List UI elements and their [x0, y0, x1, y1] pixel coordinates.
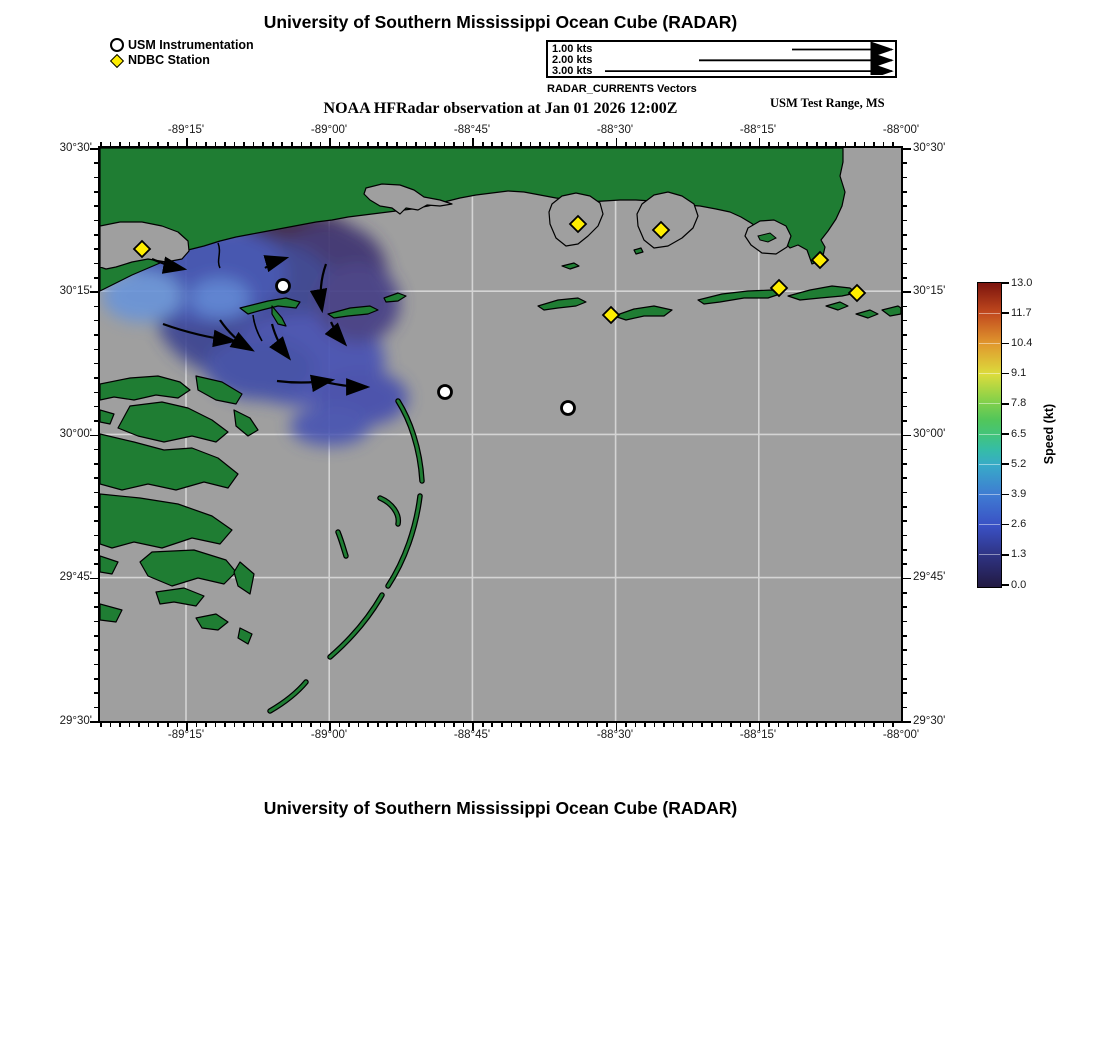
colorbar-gridline — [979, 554, 1000, 555]
colorbar-tick-label: 2.6 — [1011, 518, 1027, 531]
colorbar-tick-label: 7.8 — [1011, 397, 1027, 410]
ndbc-diamond-icon — [110, 53, 124, 67]
colorbar-title: Speed (kt) — [1042, 403, 1056, 465]
x-axis-label-top: -88°45' — [453, 124, 491, 136]
colorbar-tick — [1002, 433, 1009, 435]
colorbar-tick — [1002, 403, 1009, 405]
x-axis-label-top: -88°30' — [596, 124, 634, 136]
colorbar-tick — [1002, 312, 1009, 314]
y-axis-label-left: 30°15' — [59, 285, 92, 297]
y-axis-label-right: 29°30' — [913, 715, 946, 727]
vector-scale-label: 3.00 kts — [552, 64, 593, 77]
speed-colorbar — [977, 282, 1002, 588]
colorbar-tick-label: 10.4 — [1011, 336, 1033, 349]
colorbar-tick-label: 3.9 — [1011, 487, 1027, 500]
colorbar-gridline — [979, 464, 1000, 465]
page-title-bottom: University of Southern Mississippi Ocean Cube (RADAR) — [263, 798, 738, 818]
y-axis-label-left: 29°45' — [59, 571, 92, 583]
region-label: USM Test Range, MS — [770, 96, 885, 110]
map-frame — [98, 146, 903, 723]
y-axis-label-left: 30°00' — [59, 428, 92, 440]
y-axis-label-right: 30°00' — [913, 428, 946, 440]
y-axis-label-left: 30°30' — [59, 142, 92, 154]
vector-scale-caption: RADAR_CURRENTS Vectors — [547, 83, 697, 95]
colorbar-tick — [1002, 554, 1009, 556]
colorbar-tick-label: 6.5 — [1011, 427, 1027, 440]
x-axis-label-top: -89°00' — [310, 124, 348, 136]
colorbar-tick-label: 11.7 — [1011, 306, 1032, 319]
usm-circle-icon — [110, 38, 124, 52]
x-axis-label-bottom: -88°00' — [882, 729, 920, 741]
legend-ndbc-label: NDBC Station — [128, 53, 210, 67]
colorbar-tick — [1002, 463, 1009, 465]
colorbar-tick — [1002, 343, 1009, 345]
colorbar-tick — [1002, 494, 1009, 496]
y-axis-label-right: 29°45' — [913, 571, 946, 583]
colorbar-tick-label: 0.0 — [1011, 578, 1027, 591]
vector-scale-box — [546, 40, 897, 78]
colorbar-tick — [1002, 524, 1009, 526]
colorbar-tick — [1002, 373, 1009, 375]
colorbar-gridline — [979, 313, 1000, 314]
x-axis-label-bottom: -88°15' — [739, 729, 777, 741]
colorbar-tick — [1002, 282, 1009, 284]
colorbar-gridline — [979, 343, 1000, 344]
vector-scale-label: 2.00 kts — [552, 53, 593, 66]
legend-usm-label: USM Instrumentation — [128, 38, 254, 52]
colorbar-tick-label: 1.3 — [1011, 548, 1027, 561]
x-axis-label-bottom: -89°00' — [310, 729, 348, 741]
x-axis-label-top: -89°15' — [167, 124, 205, 136]
colorbar-gridline — [979, 373, 1000, 374]
legend-item-usm — [110, 38, 254, 52]
x-axis-label-bottom: -88°45' — [453, 729, 491, 741]
colorbar-gridline — [979, 434, 1000, 435]
colorbar-gridline — [979, 524, 1000, 525]
y-axis-label-left: 29°30' — [59, 715, 92, 727]
vector-scale-arrows — [548, 42, 894, 75]
colorbar-tick — [1002, 584, 1009, 586]
y-axis-label-right: 30°15' — [913, 285, 946, 297]
colorbar-tick-label: 5.2 — [1011, 457, 1027, 470]
station-legend — [110, 38, 254, 68]
colorbar-tick-label: 9.1 — [1011, 367, 1027, 380]
x-axis-label-bottom: -89°15' — [167, 729, 205, 741]
colorbar-gridline — [979, 403, 1000, 404]
colorbar-tick-label: 13.0 — [1011, 276, 1033, 289]
legend-item-ndbc — [110, 53, 254, 67]
page-title-top: University of Southern Mississippi Ocean Cube (RADAR) — [263, 12, 738, 32]
x-axis-label-top: -88°00' — [882, 124, 920, 136]
x-axis-label-top: -88°15' — [739, 124, 777, 136]
observation-subtitle: NOAA HFRadar observation at Jan 01 2026 12:00Z — [323, 100, 678, 117]
colorbar-gridline — [979, 494, 1000, 495]
vector-scale-label: 1.00 kts — [552, 43, 593, 55]
y-axis-label-right: 30°30' — [913, 142, 946, 154]
x-axis-label-bottom: -88°30' — [596, 729, 634, 741]
